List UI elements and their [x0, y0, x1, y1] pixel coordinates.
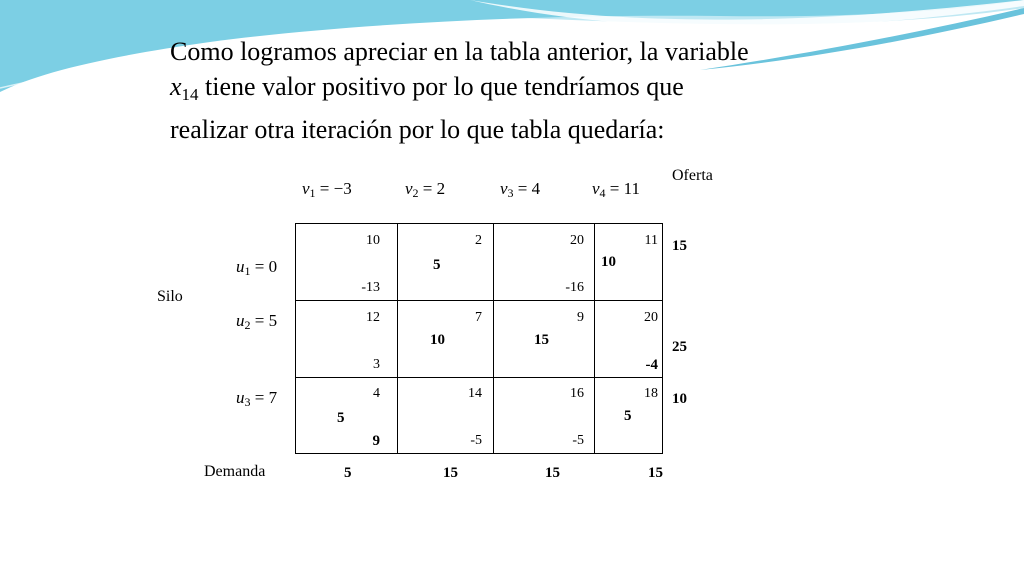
paragraph-line-2-text: tiene valor positivo por lo que tendríamos que	[198, 72, 684, 101]
supply-row-3: 10	[672, 391, 687, 407]
demand-col-3: 15	[545, 465, 560, 481]
v2-label: v2 = 2	[405, 179, 446, 200]
paragraph-line-3: realizar otra iteración por lo que tabla quedaría:	[170, 115, 665, 144]
cell-2-2-alloc: 10	[430, 332, 445, 348]
cell-1-3-reduced: -16	[565, 280, 584, 295]
cell-1-2-cost: 2	[475, 233, 482, 248]
cell-1-1-cost: 10	[366, 233, 380, 248]
cell-1-1-reduced: -13	[361, 280, 380, 295]
v1-label: v1 = −3	[302, 179, 352, 200]
cell-3-3-reduced: -5	[572, 433, 584, 448]
cell-1-2-alloc: 5	[433, 257, 441, 273]
paragraph-line-2	[170, 69, 870, 112]
cell-3-4-alloc: 5	[624, 408, 632, 424]
u2-label: u2 = 5	[236, 311, 278, 332]
silo-label: Silo	[157, 288, 183, 305]
cell-3-1-cost: 4	[373, 386, 380, 401]
cell-2-3-alloc: 15	[534, 332, 549, 348]
grid-vline-1	[397, 224, 398, 453]
grid-hline-2	[296, 377, 662, 378]
v3-label: v3 = 4	[500, 179, 541, 200]
transport-table-grid	[295, 223, 663, 454]
demand-col-2: 15	[443, 465, 458, 481]
cell-2-4-cost: 20	[644, 310, 658, 325]
grid-vline-2	[493, 224, 494, 453]
paragraph-line-1: Como logramos apreciar en la tabla anterior, la variable	[170, 37, 749, 66]
u3-label: u3 = 7	[236, 388, 278, 409]
variable-subscript: 14	[181, 85, 199, 104]
cell-2-1-reduced: 3	[373, 357, 380, 372]
cell-2-1-cost: 12	[366, 310, 380, 325]
cell-3-3-cost: 16	[570, 386, 584, 401]
demand-col-4: 15	[648, 465, 663, 481]
cell-3-1-alloc: 5	[337, 410, 345, 426]
oferta-label: Oferta	[672, 167, 713, 184]
variable-x: x	[170, 72, 182, 101]
cell-3-4-cost: 18	[644, 386, 658, 401]
cell-2-4-reduced: -4	[645, 357, 658, 373]
grid-vline-3	[594, 224, 595, 453]
supply-row-1: 15	[672, 238, 687, 254]
demand-col-1: 5	[344, 465, 352, 481]
supply-row-2: 25	[672, 339, 687, 355]
intro-paragraph	[170, 34, 870, 147]
demanda-label: Demanda	[204, 463, 266, 480]
cell-1-4-cost: 11	[644, 233, 658, 248]
cell-2-3-cost: 9	[577, 310, 584, 325]
grid-hline-1	[296, 300, 662, 301]
cell-1-4-alloc: 10	[601, 254, 616, 270]
cell-1-3-cost: 20	[570, 233, 584, 248]
v4-label: v4 = 11	[592, 179, 641, 200]
u1-label: u1 = 0	[236, 257, 278, 278]
cell-3-1-reduced: 9	[372, 433, 380, 449]
cell-3-2-cost: 14	[468, 386, 482, 401]
cell-3-2-reduced: -5	[470, 433, 482, 448]
cell-2-2-cost: 7	[475, 310, 482, 325]
